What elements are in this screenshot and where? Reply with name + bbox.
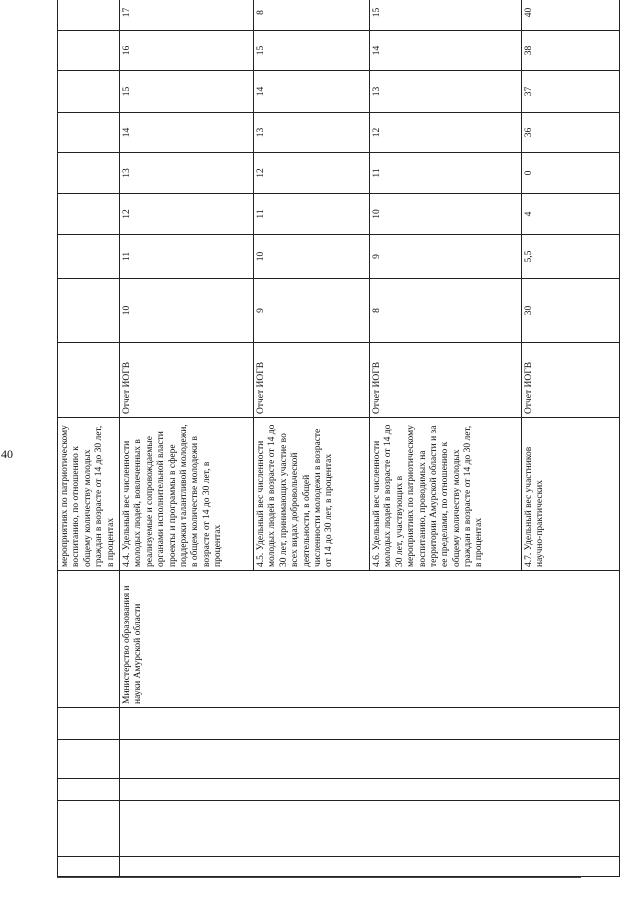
- value-cell: 12: [253, 153, 369, 194]
- blank-cell: [119, 857, 619, 877]
- table-row: [58, 0, 120, 877]
- blank-cell: [58, 571, 120, 708]
- value-cell: 12: [369, 113, 521, 153]
- value-cell: 36: [521, 113, 619, 153]
- indicator-cell: 4.4. Удельный вес численности молодых людей, вовлеченных в реализуемые и сопровождаемые органами исполнительной власти проекты и программы в сфере поддержки талантливой молодежи, в общем количестве молодежи в возрасте от 14 до 30 лет, в процентах: [119, 418, 253, 571]
- value-cell: 8: [369, 279, 521, 343]
- page-number: 40: [1, 447, 13, 461]
- blank-cell: [58, 740, 120, 779]
- blank-cell: [119, 708, 619, 740]
- value-cell: 4: [521, 194, 619, 235]
- value-cell: 15: [253, 31, 369, 71]
- blank-cell: [58, 779, 120, 801]
- value-cell: 14: [119, 113, 253, 153]
- value-cell: 38: [521, 31, 619, 71]
- source-cell: Отчет ИОГВ: [521, 343, 619, 418]
- value-cell: 15: [119, 71, 253, 113]
- value-cell: [58, 31, 120, 71]
- rotated-table-page: [57, 7, 581, 877]
- value-cell: [58, 153, 120, 194]
- value-cell: 13: [119, 153, 253, 194]
- value-cell: [58, 194, 120, 235]
- value-cell: [58, 235, 120, 279]
- value-cell: 10: [369, 194, 521, 235]
- blank-cell: [119, 801, 619, 857]
- indicator-cell: 4.6. Удельный вес численности молодых людей в возрасте от 14 до 30 лет, участвующих в мероприятиях по патриотическому воспитанию, проводимых на территории Амурской области и за ее пределами, по отношению к общему количеству молодых граждан в возрасте от 14 до 30 лет, в процентах: [369, 418, 521, 571]
- value-cell: 10: [119, 279, 253, 343]
- value-cell: 15: [369, 0, 521, 31]
- value-cell: 30: [521, 279, 619, 343]
- value-cell: 9: [369, 235, 521, 279]
- value-cell: [58, 0, 120, 31]
- value-cell: 13: [369, 71, 521, 113]
- page-edge-line: [57, 877, 581, 878]
- blank-cell: [58, 708, 120, 740]
- indicator-table: [57, 0, 620, 877]
- value-cell: 37: [521, 71, 619, 113]
- source-cell: Отчет ИОГВ: [119, 343, 253, 418]
- value-cell: [58, 113, 120, 153]
- value-cell: 10: [253, 235, 369, 279]
- ministry-cell: Министерство образования и науки Амурской области: [119, 571, 619, 708]
- source-cell: Отчет ИОГВ: [253, 343, 369, 418]
- value-cell: 11: [253, 194, 369, 235]
- value-cell: 8: [253, 0, 369, 31]
- indicator-cell: 4.5. Удельный вес численности молодых людей в возрасте от 14 до 30 лет, принимающих участие во всех видах добровольческой деятельности, в общей численности молодежи в возрасте от 14 до 30 лет, в процентах: [253, 418, 369, 571]
- value-cell: 11: [119, 235, 253, 279]
- value-cell: 5,5: [521, 235, 619, 279]
- value-cell: 40: [521, 0, 619, 31]
- value-cell: 13: [253, 113, 369, 153]
- value-cell: 11: [369, 153, 521, 194]
- indicator-cell: мероприятиях по патриотическому воспитанию, по отношению к общему количеству молодых граждан в возрасте от 14 до 30 лет, в процентах: [58, 418, 120, 571]
- blank-cell: [119, 779, 619, 801]
- value-cell: [58, 279, 120, 343]
- source-cell: Отчет ИОГВ: [369, 343, 521, 418]
- value-cell: [58, 71, 120, 113]
- blank-cell: [58, 801, 120, 857]
- value-cell: 9: [253, 279, 369, 343]
- value-cell: 16: [119, 31, 253, 71]
- source-cell: [58, 343, 120, 418]
- value-cell: 17: [119, 0, 253, 31]
- value-cell: 14: [369, 31, 521, 71]
- value-cell: 12: [119, 194, 253, 235]
- value-cell: 14: [253, 71, 369, 113]
- value-cell: 0: [521, 153, 619, 194]
- table-row: [119, 0, 253, 877]
- indicator-cell: 4.7. Удельный вес участников научно-практических: [521, 418, 619, 571]
- blank-cell: [119, 740, 619, 779]
- blank-cell: [58, 857, 120, 877]
